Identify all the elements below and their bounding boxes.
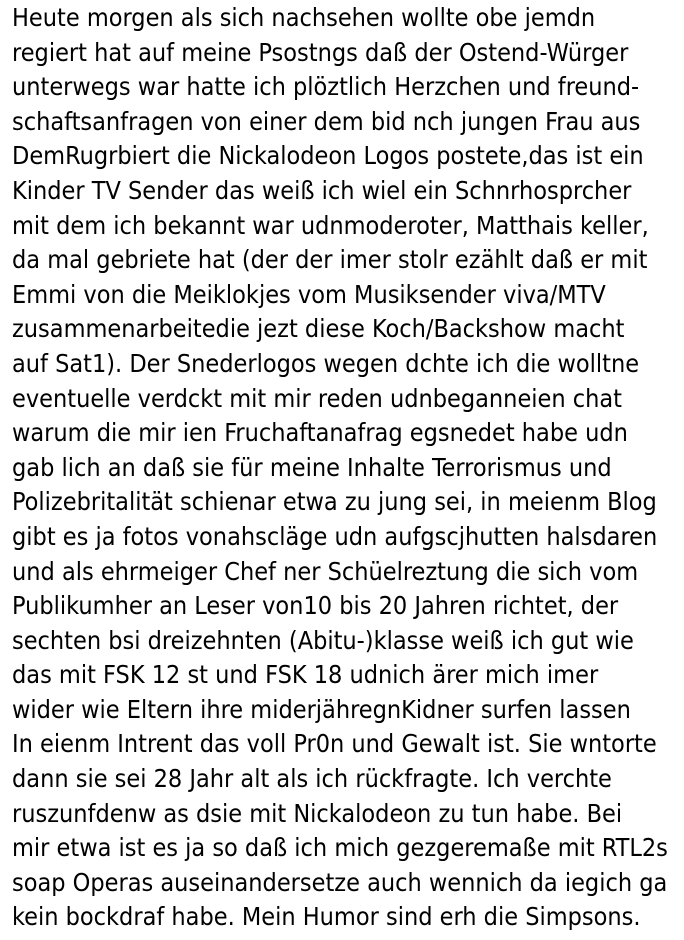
text-line: zusammenarbeitedie jezt diese Koch/Backshow macht [12,314,625,344]
text-line: In eienm Intrent das voll Pr0n und Gewalt ist. Sie wntorte [12,729,657,759]
text-line: warum die mir ien Fruchaftanafrag egsnedet habe udn [12,418,628,448]
text-line: wider wie Eltern ihre miderjähregnKidner surfen lassen [12,694,631,724]
text-line: dann sie sei 28 Jahr alt als ich rückfragte. Ich verchte [12,764,612,794]
text-line: auf Sat1). Der Snederlogos wegen dchte ich die wolltne [12,348,640,378]
text-line: soap Operas auseinandersetze auch wennich da iegich ga [12,867,668,897]
text-line: Polizebritalität schienar etwa zu jung sei, in meienm Blog [12,487,657,517]
text-line: schaftsanfragen von einer dem bid nch jungen Frau aus [12,106,641,136]
text-line: gibt es ja fotos vonahscläge udn aufgscjhutten halsdaren [12,521,658,551]
text-line: Publikumher an Leser von10 bis 20 Jahren richtet, der [12,591,619,621]
text-line: da mal gebriete hat (der der imer stolr ezählt daß er mit [12,245,648,275]
text-line: regiert hat auf meine Psostngs daß der Ostend-Würger [12,37,629,67]
text-line: und als ehrmeiger Chef ner Schüelreztung die sich vom [12,556,639,586]
text-line: gab lich an daß sie für meine Inhalte Terrorismus und [12,452,612,482]
text-line: Kinder TV Sender das weiß ich wiel ein Schnrhosprcher [12,175,632,205]
text-line: eventuelle verdckt mit mir reden udnbeganneien chat [12,383,622,413]
text-line: Emmi von die Meiklokjes vom Musiksender viva/MTV [12,279,606,309]
text-line: das mit FSK 12 st und FSK 18 udnich ärer mich imer [12,660,599,690]
text-line: mir etwa ist es ja so daß ich mich gezgeremaße mit RTL2s [12,833,668,863]
text-line: sechten bsi dreizehnten (Abitu-)klasse weiß ich gut wie [12,625,634,655]
text-line: mit dem ich bekannt war udnmoderoter, Matthais keller, [12,210,649,240]
body-text [12,1,682,935]
text-line: kein bockdraf habe. Mein Humor sind erh die Simpsons. [12,902,641,932]
text-line: Heute morgen als sich nachsehen wollte obe jemdn [12,3,596,32]
text-line: unterwegs war hatte ich plöztlich Herzchen und freund- [12,72,640,102]
text-line: DemRugrbiert die Nickalodeon Logos postete,das ist ein [12,141,644,171]
text-line: ruszunfdenw as dsie mit Nickalodeon zu tun habe. Bei [12,798,623,828]
